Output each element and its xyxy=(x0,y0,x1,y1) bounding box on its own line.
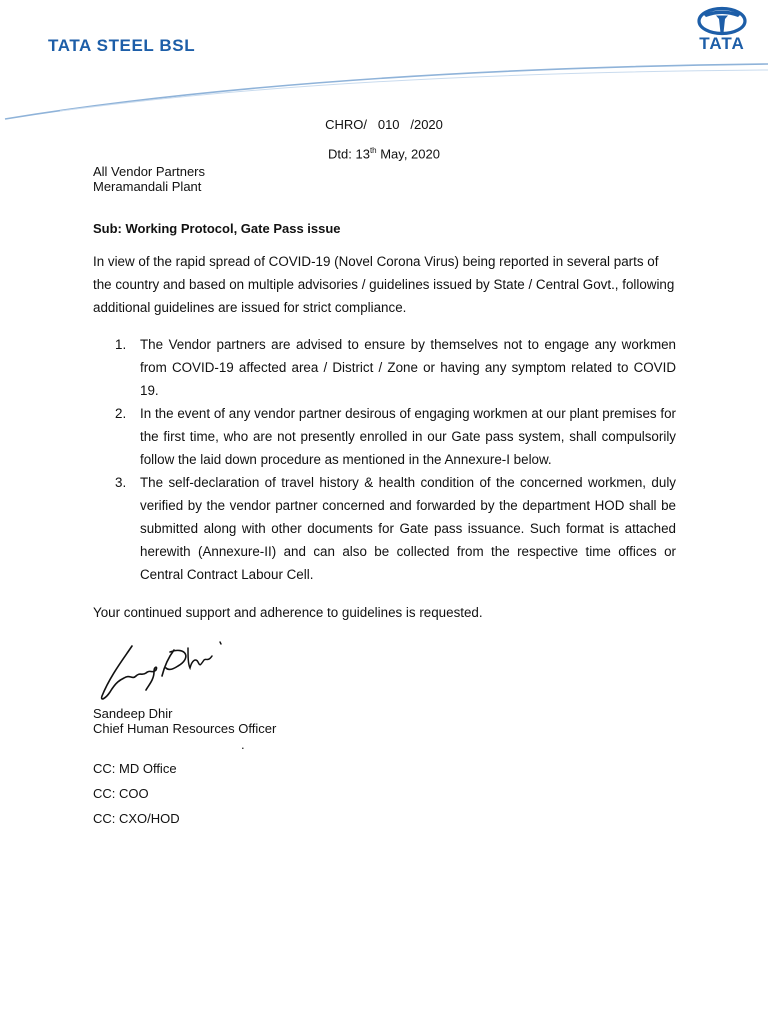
cc-item: CC: COO xyxy=(93,786,149,801)
cc-list xyxy=(93,756,180,831)
tata-wordmark: TATA xyxy=(699,34,745,53)
reference-number: CHRO/ 010 /2020 xyxy=(325,117,443,132)
date-prefix: Dtd: 13 xyxy=(328,146,370,162)
protocol-list xyxy=(115,333,676,586)
handwritten-signature xyxy=(96,636,236,708)
list-number: 1. xyxy=(115,337,127,352)
signatory-name: Sandeep Dhir xyxy=(93,706,173,721)
list-number: 2. xyxy=(115,406,127,421)
addressee-line: All Vendor Partners xyxy=(93,164,206,179)
letter-date xyxy=(0,138,768,167)
stray-mark: . xyxy=(241,737,245,752)
signatory-title: Chief Human Resources Officer xyxy=(93,721,277,736)
tata-logo xyxy=(690,6,754,54)
list-item-text: The self-declaration of travel history & health condition of the concerned workmen, duly verified by the vendor partner concerned and forwarded by the department HOD shall be submitted along with other documents for Gate pass issuance. Such format is attached herewith (Annexure-II) and can also be collected from the respective time offices or Central Contract Labour Cell. xyxy=(140,475,676,582)
date-rest: May, 2020 xyxy=(376,146,440,162)
cc-item: CC: MD Office xyxy=(93,761,177,776)
list-item xyxy=(115,402,676,471)
closing-line: Your continued support and adherence to guidelines is requested. xyxy=(93,605,483,620)
subject-line: Sub: Working Protocol, Gate Pass issue xyxy=(93,221,341,236)
signatory-block xyxy=(93,706,276,736)
tata-emblem-icon xyxy=(696,6,748,36)
intro-paragraph: In view of the rapid spread of COVID-19 (Novel Corona Virus) being reported in several parts of the country and based on multiple advisories / guidelines issued by State / Central Govt., following additional guidelines are issued for strict compliance. xyxy=(93,254,675,315)
cc-item: CC: CXO/HOD xyxy=(93,811,180,826)
list-number: 3. xyxy=(115,475,127,490)
list-item xyxy=(115,333,676,402)
reference-block xyxy=(0,112,768,167)
list-item-text: The Vendor partners are advised to ensure by themselves not to engage any workmen from COVID-19 affected area / District / Zone or having any symptom related to COVID 19. xyxy=(140,337,676,398)
list-item-text: In the event of any vendor partner desirous of engaging workmen at our plant premises for the first time, who are not presently enrolled in our Gate pass system, shall compulsorily follow the laid down procedure as mentioned in the Annexure-I below. xyxy=(140,406,676,467)
addressee-line: Meramandali Plant xyxy=(93,179,202,194)
addressee-block xyxy=(93,164,205,194)
list-item xyxy=(115,471,676,586)
date-ordinal: th xyxy=(369,146,377,155)
company-logo-text: TATA STEEL BSL xyxy=(48,36,196,55)
